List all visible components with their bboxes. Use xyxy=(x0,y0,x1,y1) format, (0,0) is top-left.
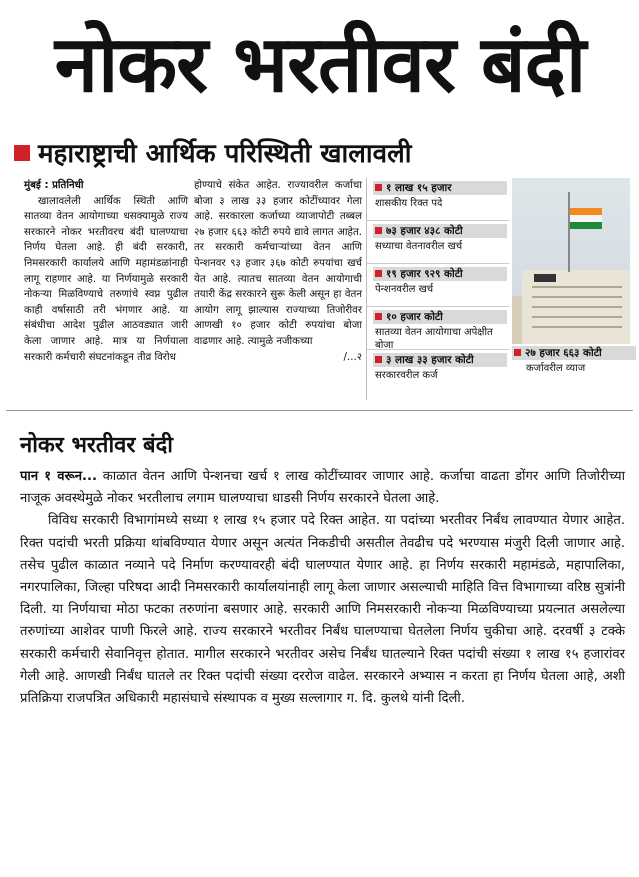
photo-fact-label: कर्जावरील व्याज xyxy=(526,363,586,374)
article-column-2 xyxy=(194,178,362,365)
red-square-bullet-icon xyxy=(375,356,382,363)
jump-marker: /...२ xyxy=(343,351,362,363)
article-column-1 xyxy=(24,178,188,365)
subheadline xyxy=(14,134,411,174)
indian-flag-icon xyxy=(570,208,602,215)
red-square-bullet-icon xyxy=(14,145,30,161)
article-column-1-text: खालावलेली आर्थिक स्थिती आणि सातव्या वेतन आयोगाच्या धसक्यामुळे राज्य सरकारने नोकर भरतीवरच बंदी घालण्याचा निर्णय घेतला आहे. ही बंदी सरकारी, निमसरकारी कार्यालये आणि महामंडळांनाही लागू राहणार आहे. या निर्णयामुळे सरकारी नोकऱ्या मिळविण्याचे तरुणांचे स्वप्न पुढील काही वर्षासाठी तरी भंगणार आहे. या संबंधीचा आदेश पुढील आठवड्यात जारी केला जाणार आहे. मात्र या निर्णयाला सरकारी कर्मचारी संघटनांकडून तीव्र विरोध xyxy=(24,195,188,363)
photo-fact xyxy=(512,346,636,386)
fact-label: सध्याचा वेतनावरील खर्च xyxy=(375,241,463,252)
fact-label: शासकीय रिक्त पदे xyxy=(375,198,443,209)
continued-lead-text: काळात वेतन आणि पेन्शनचा खर्च १ लाख कोटींच्यावर जाणार आहे. कर्जाचा वाढता डोंगर आणि तिजोरीच्या नाजूक अवस्थेमुळे नोकर भरतीलाच लगाम घालण्याचा धाडसी निर्णय सरकारने घेतला आहे. xyxy=(20,469,625,507)
fact-value: १९ हजार ९२९ कोटी xyxy=(386,268,463,280)
continued-heading: नोकर भरतीवर बंदी xyxy=(20,433,173,458)
fact-item xyxy=(367,350,509,393)
continued-paragraph: विविध सरकारी विभागांमध्ये सध्या १ लाख १५ हजार पदे रिक्त आहेत. या पदांच्या भरतीवर निर्बंध लावण्यात येणार आहेत. रिक्त पदांची भरती प्रक्रिया थांबविण्यात येणार असून अत्यंत निकडीची असतील तेवढीच पदे भरण्यास मंजुरी दिली जाणार आहे. तसेच पुढील काळात नव्याने पदे निर्माण करण्यावरही बंदी घालण्यात येणार आहे. हा निर्णय सरकारी महामंडळे, महापालिका, नगरपालिका, जिल्हा परिषदा आदी निमसरकारी कार्यालयांनाही लागू केला जाणार असल्याची माहिति वित्त विभागाच्या वरिष्ठ सुत्रांनी दिली. या निर्णयाचा मोठा फटका तरुणांना बसणार आहे. सरकारी आणि निमसरकारी नोकऱ्या मिळविण्याच्या प्रयत्नात असलेल्या तरुणांच्या आशेवर पाणी फिरले आहे. राज्य सरकारने भरतीवर निर्बंध घालण्याचा घेतलेला निर्णय चुकीचा आहे. दरवर्षी ३ टक्के सरकारी कर्मचारी सेवानिवृत्त होतात. मागील सरकारने भरतीवर असेच निर्बंध घातल्याने रिक्त पदांची संख्या १ लाख १५ हजारांवर गेली आहे. आणखी निर्बंध घातले तर रिक्त पदांची संख्या दररोज वाढेल. सरकारने अभ्यास न करता हा निर्णय घेतला आहे, अशी प्रतिक्रिया राजपत्रित अधिकारी महासंघाचे संस्थापक व मुख्य सल्लागार ग. दि. कुलथे यांनी दिली. xyxy=(20,513,625,707)
fact-label: सातव्या वेतन आयोगाचा अपेक्षीत बोजा xyxy=(375,327,493,351)
article-column-2-text: होण्याचे संकेत आहेत. राज्यावरील कर्जाचा बोजा ३ लाख ३३ हजार कोटींच्यावर गेला आहे. सरकारला कर्जाच्या व्याजापोटी तब्बल २७ हजार ६६३ कोटी रुपये द्यावे लागत आहेत. तर सरकारी कर्मचाऱ्यांच्या वेतन आणि पेन्शनवर ९३ हजार ३६७ कोटी रुपयांचा खर्च येत आहे. त्यातच सातव्या वेतन आयोगाची तयारी केंद्र सरकारने सुरू केली असून हा वेतन आयोग लागू झाल्यास राज्याच्या तिजोरीवर आणखी १० हजार कोटी रुपयांचा बोजा वाढणार आहे. त्यामुळे नजीकच्या xyxy=(194,180,362,347)
red-square-bullet-icon xyxy=(375,313,382,320)
continued-article xyxy=(20,466,625,710)
fact-value: १० हजार कोटी xyxy=(386,311,443,323)
red-square-bullet-icon xyxy=(375,184,382,191)
fact-box xyxy=(366,178,509,400)
fact-value: १ लाख १५ हजार xyxy=(386,182,452,194)
fact-value: ३ लाख ३३ हजार कोटी xyxy=(386,354,474,366)
fact-label: सरकारवरील कर्ज xyxy=(375,370,438,381)
fact-item xyxy=(367,221,509,264)
flag-pole-icon xyxy=(568,192,570,272)
fact-item xyxy=(367,307,509,350)
headline: नोकर भरतीवर बंदी xyxy=(54,20,586,110)
fact-value: ७३ हजार ४३८ कोटी xyxy=(386,225,463,237)
section-divider xyxy=(6,410,633,411)
fact-label: पेन्शनवरील खर्च xyxy=(375,284,434,295)
building-flag-photo xyxy=(512,178,630,344)
dateline: मुंबई : प्रतिनिधी xyxy=(24,180,84,191)
red-square-bullet-icon xyxy=(375,227,382,234)
red-square-bullet-icon xyxy=(514,349,521,356)
fact-item xyxy=(367,264,509,307)
subheadline-text: महाराष्ट्राची आर्थिक परिस्थिती खालावली xyxy=(38,139,412,169)
photo-fact-value: २७ हजार ६६३ कोटी xyxy=(525,347,602,359)
red-square-bullet-icon xyxy=(375,270,382,277)
continued-lead: पान १ वरून... xyxy=(20,469,97,484)
fact-item xyxy=(367,178,509,221)
